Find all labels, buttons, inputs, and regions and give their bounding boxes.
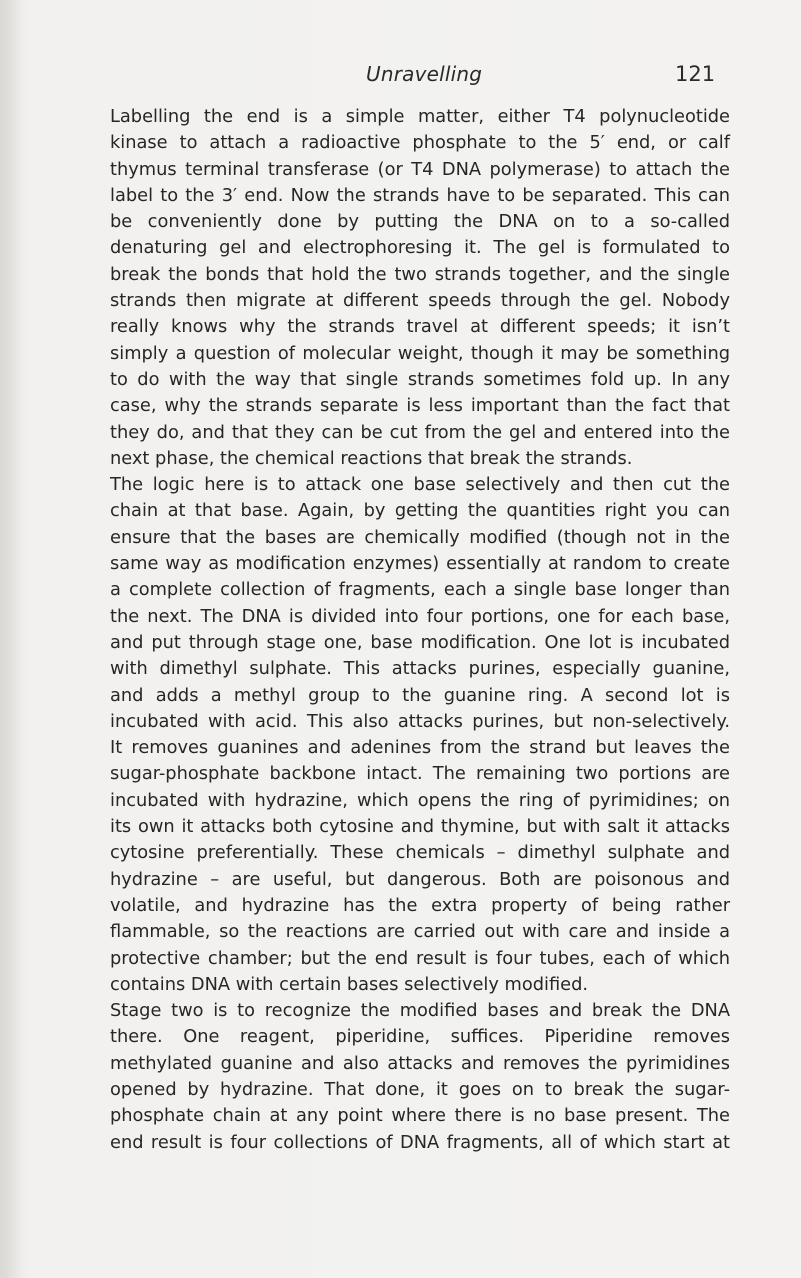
text-line: simply a question of molecular weight, though it may be something	[110, 342, 730, 364]
text-line: really knows why the strands travel at different speeds; it isn’t	[110, 316, 730, 338]
binding-shadow	[0, 0, 22, 1278]
paragraph	[110, 472, 730, 998]
text-line: sugar-phosphate backbone intact. The remaining two portions are	[110, 763, 730, 785]
text-line: ensure that the bases are chemically modified (though not in the	[110, 526, 730, 548]
text-line: be conveniently done by putting the DNA on to a so-called	[110, 211, 730, 233]
text-line: end result is four collections of DNA fragments, all of which start at	[110, 1131, 730, 1153]
text-line: there. One reagent, piperidine, suffices. Piperidine removes	[110, 1026, 730, 1048]
text-line: chain at that base. Again, by getting the quantities right you can	[110, 500, 730, 522]
text-line: its own it attacks both cytosine and thymine, but with salt it attacks	[110, 816, 730, 838]
text-line: volatile, and hydrazine has the extra property of being rather	[110, 894, 730, 916]
running-header	[0, 62, 801, 96]
text-line: strands then migrate at different speeds through the gel. Nobody	[110, 290, 730, 312]
text-line: phosphate chain at any point where there is no base present. The	[110, 1105, 730, 1127]
text-line: next phase, the chemical reactions that break the strands.	[110, 447, 633, 469]
text-line: incubated with acid. This also attacks purines, but non-selectively.	[110, 710, 730, 732]
page-number: 121	[675, 62, 716, 86]
running-title: Unravelling	[366, 62, 483, 86]
text-line: incubated with hydrazine, which opens the ring of pyrimidines; on	[110, 789, 730, 811]
body-text	[110, 104, 730, 1156]
text-line: cytosine preferentially. These chemicals – dimethyl sulphate and	[110, 842, 730, 864]
text-line: Stage two is to recognize the modified bases and break the DNA	[110, 1000, 730, 1022]
text-line: to do with the way that single strands sometimes fold up. In any	[110, 368, 730, 390]
text-line: with dimethyl sulphate. This attacks purines, especially guanine,	[110, 658, 730, 680]
text-line: contains DNA with certain bases selectively modified.	[110, 973, 589, 995]
text-line: label to the 3′ end. Now the strands have to be separated. This can	[110, 184, 730, 206]
text-line: methylated guanine and also attacks and removes the pyrimidines	[110, 1052, 730, 1074]
text-line: opened by hydrazine. That done, it goes on to break the sugar-	[110, 1078, 730, 1100]
paragraph	[110, 104, 730, 472]
text-line: The logic here is to attack one base selectively and then cut the	[110, 474, 730, 496]
text-line: kinase to attach a radioactive phosphate to the 5′ end, or calf	[110, 132, 730, 154]
text-line: denaturing gel and electrophoresing it. The gel is formulated to	[110, 237, 730, 259]
text-line: and put through stage one, base modification. One lot is incubated	[110, 631, 730, 653]
text-line: they do, and that they can be cut from the gel and entered into the	[110, 421, 730, 443]
text-line: protective chamber; but the end result is four tubes, each of which	[110, 947, 730, 969]
text-line: and adds a methyl group to the guanine ring. A second lot is	[110, 684, 730, 706]
text-line: flammable, so the reactions are carried out with care and inside a	[110, 921, 730, 943]
text-line: hydrazine – are useful, but dangerous. Both are poisonous and	[110, 868, 730, 890]
text-line: a complete collection of fragments, each a single base longer than	[110, 579, 730, 601]
paragraph	[110, 998, 730, 1156]
text-line: break the bonds that hold the two strands together, and the single	[110, 263, 730, 285]
text-line: the next. The DNA is divided into four portions, one for each base,	[110, 605, 730, 627]
text-line: Labelling the end is a simple matter, either T4 polynucleotide	[110, 106, 730, 127]
text-line: case, why the strands separate is less important than the fact that	[110, 395, 730, 417]
text-line: It removes guanines and adenines from the strand but leaves the	[110, 737, 730, 759]
text-line: same way as modification enzymes) essentially at random to create	[110, 553, 730, 575]
text-line: thymus terminal transferase (or T4 DNA polymerase) to attach the	[110, 158, 730, 180]
